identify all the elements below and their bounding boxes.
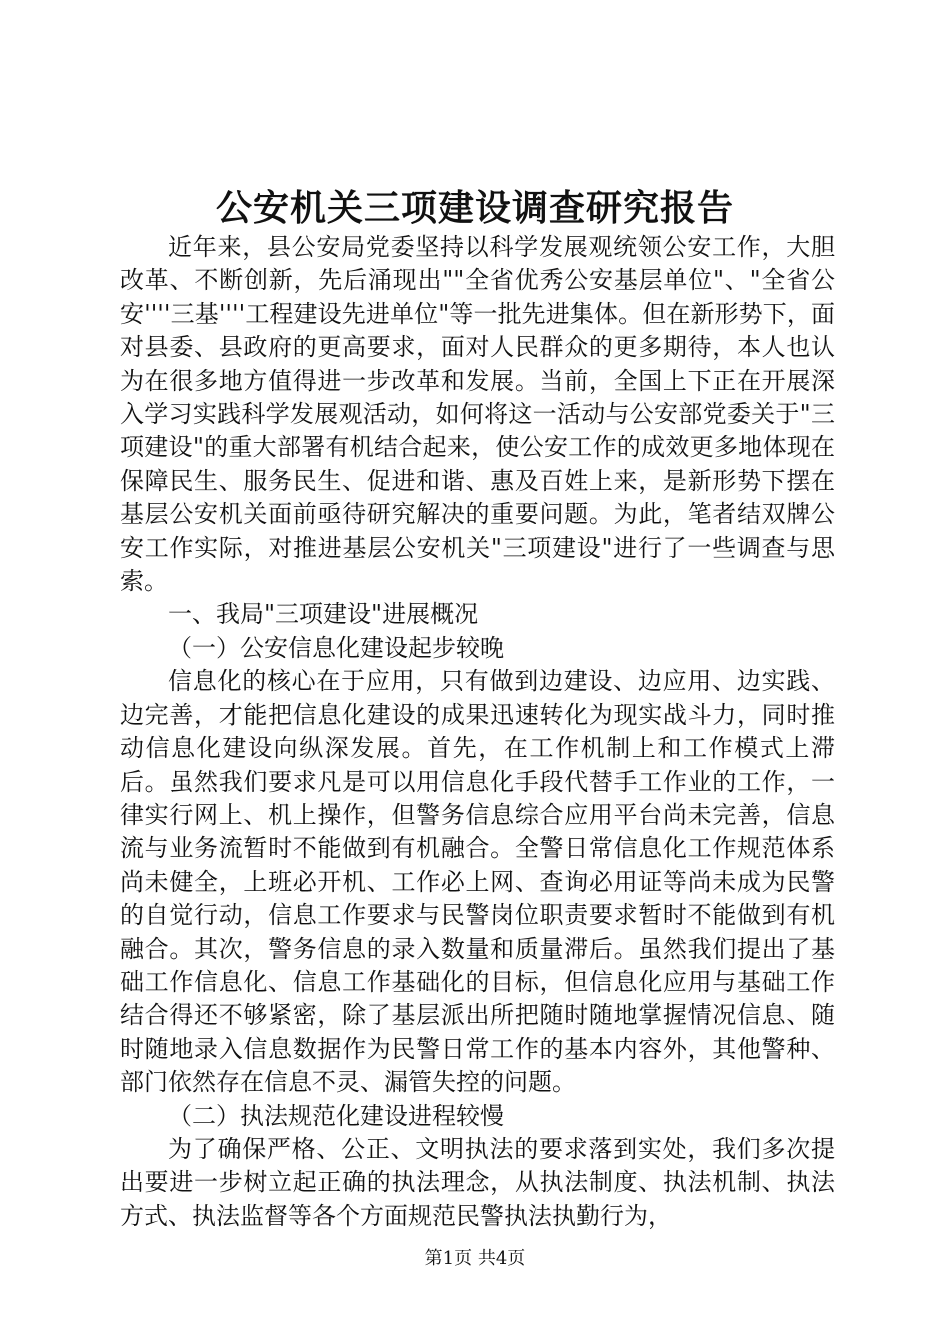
document-body xyxy=(120,231,835,1233)
section-heading-1: 一、我局"三项建设"进展概况 xyxy=(168,600,479,629)
page-footer: 第1页 共4页 xyxy=(424,1248,526,1269)
paragraph-law-enforcement: 为了确保严格、公正、文明执法的要求落到实处，我们多次提出要进一步树立起正确的执法理念，从执法制度、执法机制、执法方式、执法监督等各个方面规范民警执法执勤行为， xyxy=(120,1134,835,1230)
subsection-heading-1: （一）公安信息化建设起步较晚 xyxy=(168,633,504,662)
paragraph-informatization: 信息化的核心在于应用，只有做到边建设、边应用、边实践、边完善，才能把信息化建设的成果迅速转化为现实战斗力，同时推动信息化建设向纵深发展。首先，在工作机制上和工作模式上滞后。虽然我们要求凡是可以用信息化手段代替手工作业的工作，一律实行网上、机上操作，但警务信息综合应用平台尚未完善，信息流与业务流暂时不能做到有机融合。全警日常信息化工作规范体系尚未健全，上班必开机、工作必上网、查询必用证等尚未成为民警的自觉行动，信息工作要求与民警岗位职责要求暂时不能做到有机融合。其次，警务信息的录入数量和质量滞后。虽然我们提出了基础工作信息化、信息工作基础化的目标，但信息化应用与基础工作结合得还不够紧密，除了基层派出所把随时随地掌握情况信息、随时随地录入信息数据作为民警日常工作的基本内容外，其他警种、部门依然存在信息不灵、漏管失控的问题。 xyxy=(120,667,835,1097)
subsection-heading-2: （二）执法规范化建设进程较慢 xyxy=(168,1101,504,1130)
document-title: 公安机关三项建设调查研究报告 xyxy=(215,187,734,229)
paragraph-intro: 近年来，县公安局党委坚持以科学发展观统领公安工作，大胆改革、不断创新，先后涌现出""全省优秀公安基层单位"、"全省公安''''三基''''工程建设先进单位"等一批先进集体。但在新形势下，面对县委、县政府的更高要求，面对人民群众的更多期待，本人也认为在很多地方值得进一步改革和发展。当前，全国上下正在开展深入学习实践科学发展观活动，如何将这一活动与公安部党委关于"三项建设"的重大部署有机结合起来，使公安工作的成效更多地体现在保障民生、服务民生、促进和谐、惠及百姓上来，是新形势下摆在基层公安机关面前亟待研究解决的重要问题。为此，笔者结双牌公安工作实际，对推进基层公安机关"三项建设"进行了一些调查与思索。 xyxy=(120,233,835,596)
